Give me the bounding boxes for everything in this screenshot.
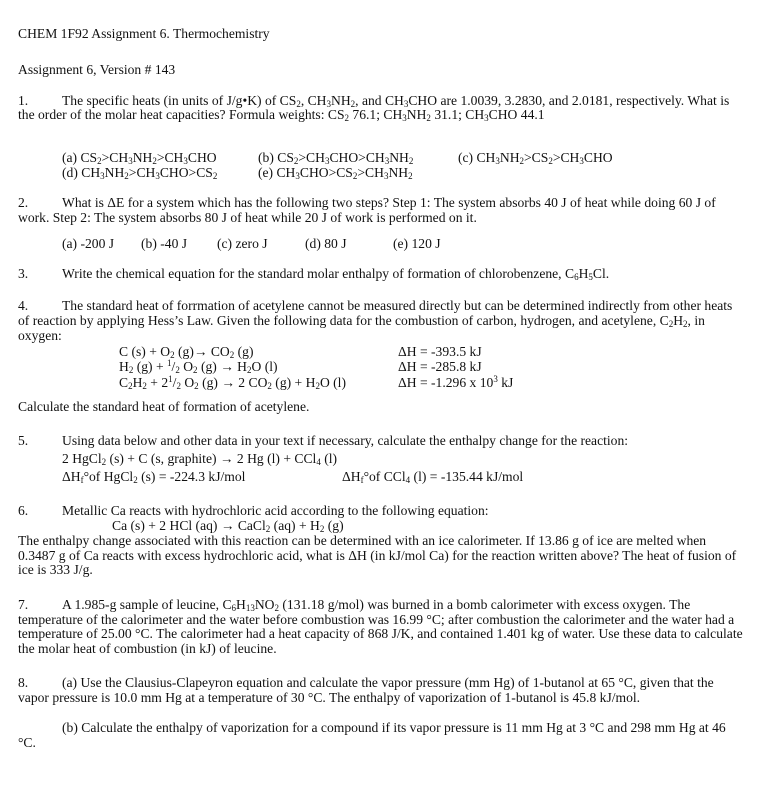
enthalpy-carbon: ΔH = -393.5 kJ (398, 344, 482, 359)
question-8-part-b: (b) Calculate the enthalpy of vaporization for a compound if its vapor pressure is 11 mm Hg at 3 °C and 298 mm Hg at 46 °C. (18, 720, 726, 750)
option-c: (c) $CH_3NH_2>CS_2>CH_3CHO$ (458, 150, 613, 166)
question-2-text: What is ΔE for a system which has the following two steps? Step 1: The system absorbs 40 J of heat while doing 60 J of work. Step 2: The system absorbs 80 J of heat while 20 J of work is performed on it. (18, 195, 716, 225)
question-5-data-ccl4: $\Delta H_f^\circ of$ CCl$_4$ (l) = -135.44 kJ/mol (342, 469, 524, 485)
question-5-reaction: 2 HgCl$_2$ (s) + C (s, graphite) → 2 Hg (l) + CCl$_4$ (l) (62, 451, 338, 467)
option-b: (b) $CS_2>CH_3CHO>CH_3NH_2$ (258, 150, 414, 166)
question-7 (18, 598, 746, 656)
course-title: CHEM 1F92 Assignment 6. Thermochemistry (18, 26, 270, 41)
question-5-data-hgcl2: $\Delta H_f^\circ of$ HgCl$_2$ (s) = -224.3 kJ/mol (62, 469, 246, 485)
option-b: (b) -40 J (141, 236, 188, 251)
question-4-text: The standard heat of forrmation of acetylene cannot be measured directly but can be determined indirectly from other heats of reaction by applying Hess’s Law. Given the following data for the combustion of carbon, hydrogen, and acetylene, $C_2H_2$, in oxygen: (18, 298, 733, 343)
question-number: 3. (18, 266, 29, 281)
equation-hydrogen-combustion: $H_2$ $(g) + ^1/_2$ $O_2$ $(g) \to H_2O$ (l) (119, 358, 278, 375)
question-3-text: Write the chemical equation for the standard molar enthalpy of formation of chlorobenzene, $C_6H_5Cl$. (62, 266, 610, 282)
equation-acetylene-combustion: $C_2H_2 + 2^1/_2$ $O_2$ (g) → 2 $CO_2$ $(g) + H_2O$ (l) (119, 374, 346, 391)
question-6-intro: Metallic Ca reacts with hydrochloric acid according to the following equation: (62, 503, 489, 518)
question-7-text: A 1.985-g sample of leucine, $C_6H_{13}NO_2$ (131.18 g/mol) was burned in a bomb calorimeter with excess oxygen. The temperature of the calorimeter and the water before combustion was 16.99 °C; after combustion the calorimeter and the water had a temperature of 25.00 °C. The calorimeter had a heat capacity of 868 J/K, and contained 1.401 kg of water. Use these data to calculate the molar heat of combustion (in kJ) of leucine. (18, 597, 743, 656)
question-number: 1. (18, 93, 29, 108)
question-8a-text: (a) Use the Clausius-Clapeyron equation and calculate the vapor pressure (mm Hg) of 1-butanol at 65 °C, given that the vapor pressure is 10.0 mm Hg at a temperature of 30 °C. The enthalpy of vaporization of 1-butanol is 45.8 kJ/mol. (18, 675, 714, 705)
option-d: (d) $CH_3NH_2>CH_3CHO>CS_2$ (62, 165, 218, 181)
enthalpy-acetylene: ΔH = -1.296 x $10^3$ kJ (398, 374, 514, 390)
option-c: (c) zero J (217, 236, 268, 251)
question-5-text: Using data below and other data in your text if necessary, calculate the enthalpy change for the reaction: (62, 433, 629, 448)
question-1-text: The specific heats (in units of J/g•K) of $CS_2$, $CH_3NH_2$, and $CH_3CHO$ are 1.0039, 3.2830, and 2.0181, respectively. What is the order of the molar heat capacities? Formula weights: $CS_2$ 76.1; $CH_3NH_2$ 31.1; $CH_3CHO$ 44.1 (18, 93, 730, 123)
question-6-reaction: Ca (s) + 2 HCl (aq) → CaCl$_2$ $(aq) + H_2$ (g) (112, 518, 344, 534)
question-4-prompt: Calculate the standard heat of formation of acetylene. (18, 399, 310, 414)
question-number: 4. (18, 298, 29, 313)
equation-carbon-combustion: C $(s) + O_2$ $(g)\to CO_2$ (g) (119, 344, 254, 360)
question-6 (18, 503, 746, 518)
version-line: Assignment 6, Version # 143 (18, 62, 176, 77)
question-6-text: The enthalpy change associated with this reaction can be determined with an ice calorimeter. If 13.86 g of ice are melted when 0.3487 g of Ca reacts with excess hydrochloric acid, what is ΔH (in kJ/mol Ca) for the reaction written above? The heat of fusion of ice is 333 J/g. (18, 533, 737, 577)
question-2-options (62, 236, 746, 251)
question-5 (18, 433, 746, 448)
question-number: 6. (18, 503, 29, 518)
question-number: 5. (18, 433, 29, 448)
option-d: (d) 80 J (305, 236, 347, 251)
option-a: (a) $CS_2>CH_3NH_2>CH_3CHO$ (62, 150, 217, 166)
question-1-options-row-1 (62, 150, 746, 165)
option-a: (a) -200 J (62, 236, 115, 251)
question-2 (18, 195, 746, 225)
enthalpy-hydrogen: ΔH = -285.8 kJ (398, 359, 482, 374)
question-8-part-a (18, 676, 746, 705)
question-1-options-row-2 (62, 165, 746, 180)
question-3 (18, 266, 746, 281)
option-e: (e) 120 J (393, 236, 441, 251)
question-number: 8. (18, 675, 29, 690)
question-1 (18, 94, 746, 122)
question-number: 7. (18, 597, 29, 612)
question-4 (18, 298, 746, 343)
option-e: (e) $CH_3CHO>CS_2>CH_3NH_2$ (258, 165, 413, 181)
question-number: 2. (18, 195, 29, 210)
